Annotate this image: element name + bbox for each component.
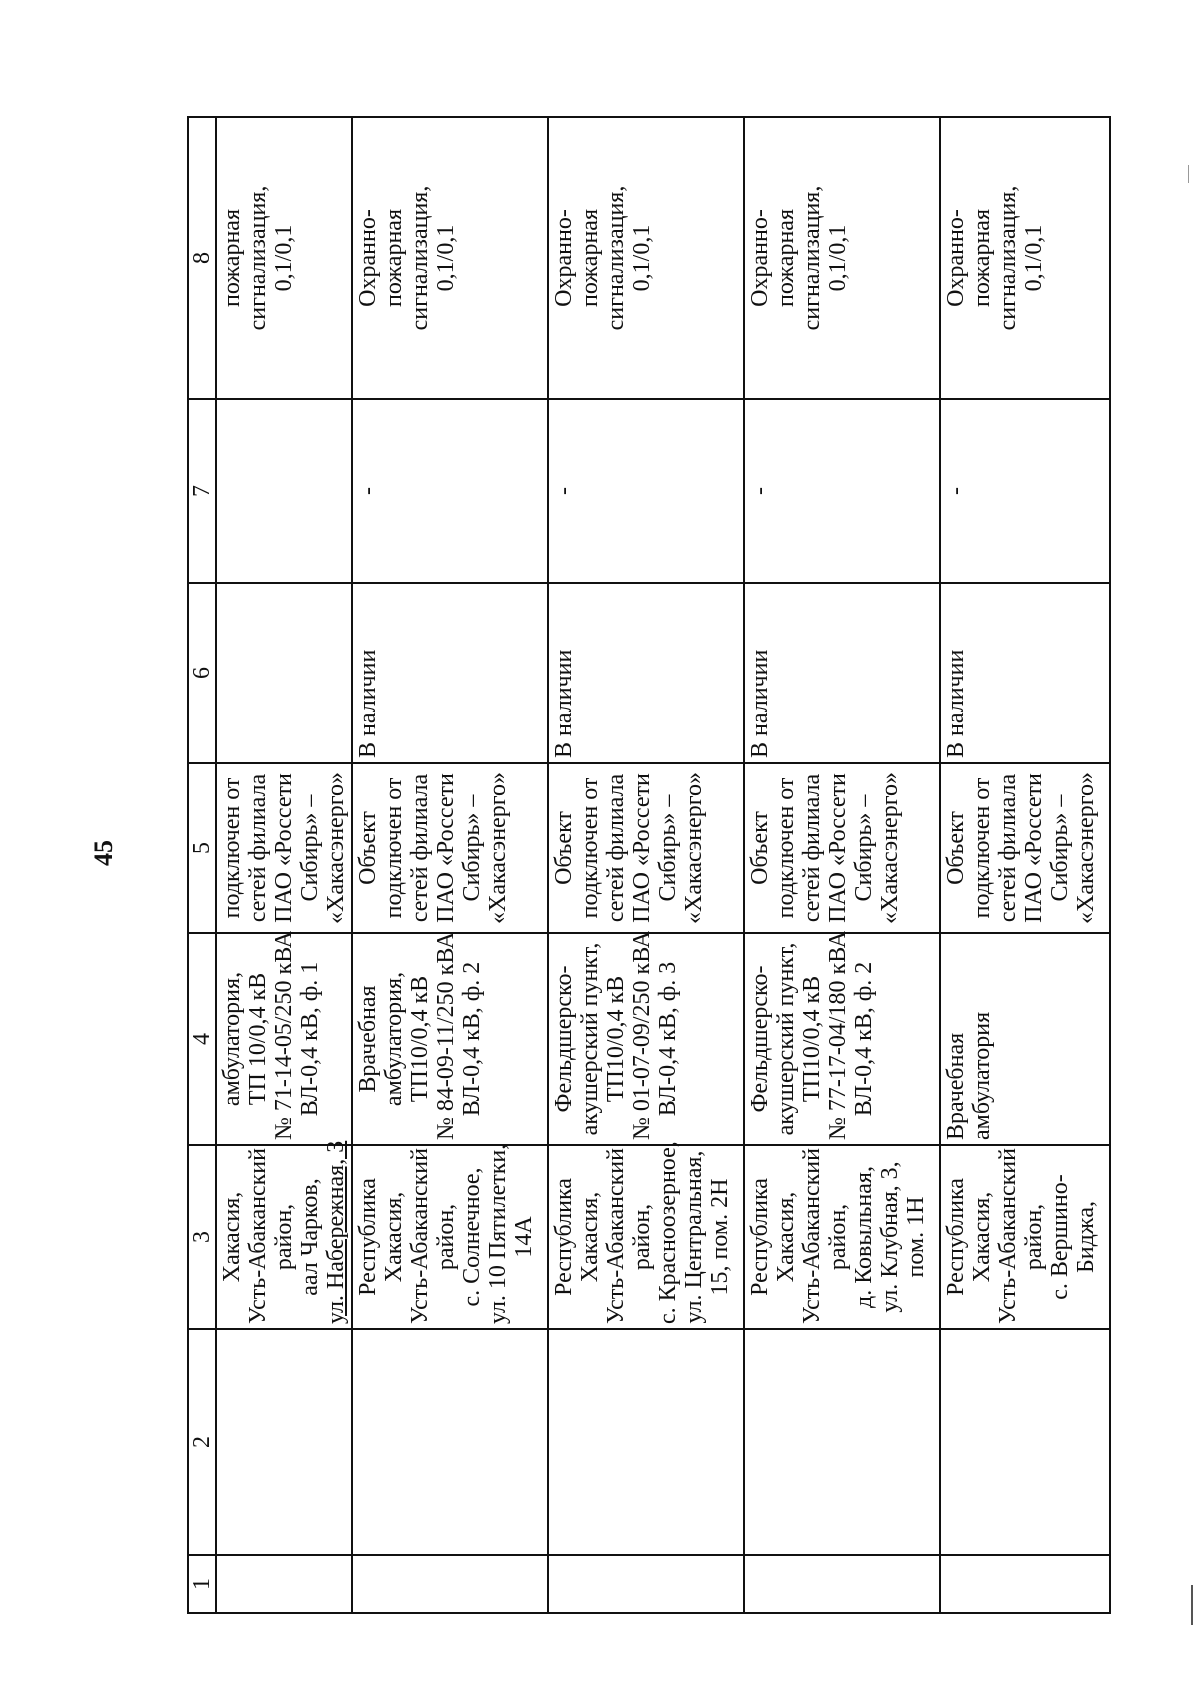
cell-connection: Объект подключен от сетей филиала ПАО «Россети Сибирь» – «Хакасэнерго»	[940, 763, 1110, 933]
cell-availability	[216, 583, 352, 763]
cell-address: Республика Хакасия, Усть-Абаканский район, с. Солнечное, ул. 10 Пятилетки, 14А	[352, 1145, 548, 1329]
page-number: 45	[89, 840, 118, 866]
cell-alarm: Охранно- пожарная сигнализация, 0,1/0,1	[352, 117, 548, 399]
cell-col7	[216, 399, 352, 583]
column-header-7: 7	[188, 399, 216, 583]
cell-name	[744, 1329, 940, 1555]
column-header-8: 8	[188, 117, 216, 399]
scan-artifact	[1191, 1585, 1193, 1625]
cell-col7: -	[940, 399, 1110, 583]
table-row	[744, 117, 940, 1613]
cell-object-power: амбулатория, ТП 10/0,4 кВ № 71-14-05/250 кВА ВЛ-0,4 кВ, ф. 1	[216, 933, 352, 1145]
cell-address: Республика Хакасия, Усть-Абаканский район, с. Красноозерное, ул. Центральная, 15, пом. 2Н	[548, 1145, 744, 1329]
cell-number	[548, 1555, 744, 1613]
cell-address: Республика Хакасия, Усть-Абаканский район, с. Вершино- Биджа,	[940, 1145, 1110, 1329]
cell-connection: Объект подключен от сетей филиала ПАО «Россети Сибирь» – «Хакасэнерго»	[548, 763, 744, 933]
column-header-5: 5	[188, 763, 216, 933]
table-row	[548, 117, 744, 1613]
cell-address: Хакасия, Усть-Абаканский район, аал Чарков, ул. Набережная, 3	[216, 1145, 352, 1329]
cell-number	[216, 1555, 352, 1613]
rotated-table-wrapper	[187, 118, 1107, 1614]
table-row	[940, 117, 1110, 1613]
cell-name	[216, 1329, 352, 1555]
cell-number	[352, 1555, 548, 1613]
column-header-1: 1	[188, 1555, 216, 1613]
cell-name	[352, 1329, 548, 1555]
cell-alarm: пожарная сигнализация, 0,1/0,1	[216, 117, 352, 399]
cell-col7: -	[352, 399, 548, 583]
cell-alarm: Охранно- пожарная сигнализация, 0,1/0,1	[548, 117, 744, 399]
cell-availability: В наличии	[940, 583, 1110, 763]
cell-address: Республика Хакасия, Усть-Абаканский район, д. Ковыльная, ул. Клубная, 3, пом. 1Н	[744, 1145, 940, 1329]
cell-availability: В наличии	[352, 583, 548, 763]
cell-object-power: Врачебная амбулатория, ТП10/0,4 кВ № 84-09-11/250 кВА ВЛ-0,4 кВ, ф. 2	[352, 933, 548, 1145]
cell-alarm: Охранно- пожарная сигнализация, 0,1/0,1	[744, 117, 940, 399]
cell-availability: В наличии	[744, 583, 940, 763]
table-header-row	[188, 117, 216, 1613]
data-table	[187, 116, 1111, 1614]
cell-connection: подключен от сетей филиала ПАО «Россети Сибирь» – «Хакасэнерго»	[216, 763, 352, 933]
column-header-2: 2	[188, 1329, 216, 1555]
cell-object-power: Фельдшерско- акушерский пункт, ТП10/0,4 кВ № 77-17-04/180 кВА ВЛ-0,4 кВ, ф. 2	[744, 933, 940, 1145]
cell-alarm: Охранно- пожарная сигнализация, 0,1/0,1	[940, 117, 1110, 399]
table-row	[352, 117, 548, 1613]
scan-artifact	[1188, 165, 1189, 183]
cell-col7: -	[744, 399, 940, 583]
cell-col7: -	[548, 399, 744, 583]
cell-name	[548, 1329, 744, 1555]
table-row	[216, 117, 352, 1613]
cell-object-power: Фельдшерско- акушерский пункт, ТП10/0,4 кВ № 01-07-09/250 кВА ВЛ-0,4 кВ, ф. 3	[548, 933, 744, 1145]
cell-connection: Объект подключен от сетей филиала ПАО «Россети Сибирь» – «Хакасэнерго»	[352, 763, 548, 933]
cell-number	[744, 1555, 940, 1613]
cell-object-power: Врачебная амбулатория	[940, 933, 1110, 1145]
cell-name	[940, 1329, 1110, 1555]
cell-availability: В наличии	[548, 583, 744, 763]
column-header-4: 4	[188, 933, 216, 1145]
cell-connection: Объект подключен от сетей филиала ПАО «Россети Сибирь» – «Хакасэнерго»	[744, 763, 940, 933]
column-header-3: 3	[188, 1145, 216, 1329]
cell-number	[940, 1555, 1110, 1613]
column-header-6: 6	[188, 583, 216, 763]
